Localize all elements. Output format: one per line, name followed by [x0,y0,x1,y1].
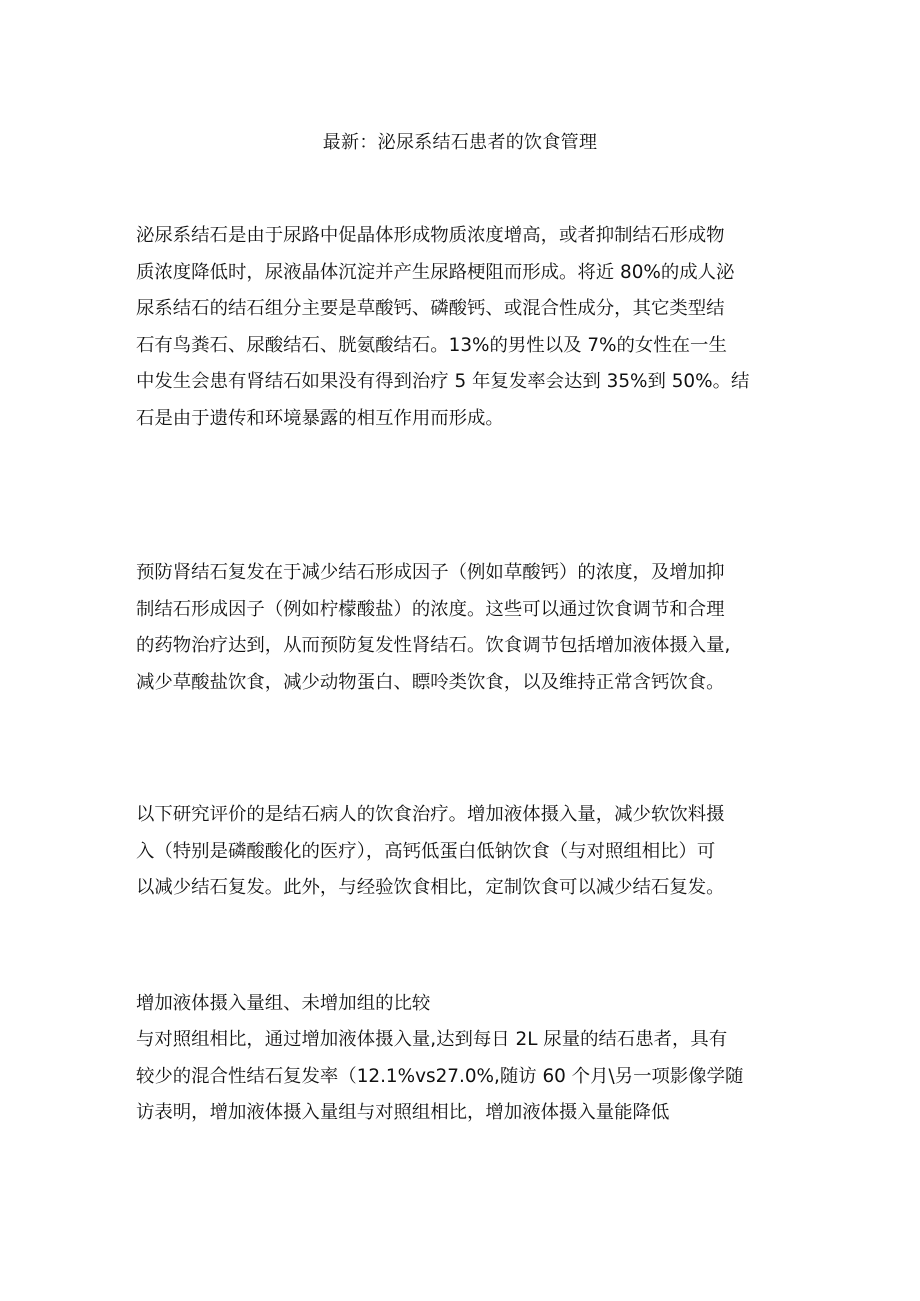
text-line: 访表明，增加液体摄入量组与对照组相比，增加液体摄入量能降低 [136,1102,670,1124]
section-heading: 增加液体摄入量组、未增加组的比较 [136,993,431,1014]
text-line: 质浓度降低时，尿液晶体沉淀并产生尿路梗阻而形成。将近 80%的成人泌 [136,261,735,283]
text-line: 的药物治疗达到，从而预防复发性肾结石。饮食调节包括增加液体摄入量, [136,635,731,657]
text-line: 与对照组相比，通过增加液体摄入量,达到每日 2L 尿量的结石患者，具有 [136,1029,728,1050]
text-line: 中发生会患有肾结石如果没有得到治疗 5 年复发率会达到 35%到 50%。结 [136,371,750,393]
text-line: 以下研究评价的是结石病人的饮食治疗。增加液体摄入量，减少软饮料摄 [136,804,725,825]
document-title: 最新：泌尿系结石患者的饮食管理 [322,132,598,153]
paragraph-fluid-intake [136,1022,786,1132]
text-line: 以减少结石复发。此外，与经验饮食相比，定制饮食可以减少结石复发。 [136,877,725,899]
text-line: 较少的混合性结石复发率（12.1%vs27.0%,随访 60 个月\另一项影像学随 [136,1065,744,1087]
text-line: 石有鸟粪石、尿酸结石、胱氨酸结石。13%的男性以及 7%的女性在一生 [136,334,727,356]
text-line: 预防肾结石复发在于减少结石形成因子（例如草酸钙）的浓度，及增加抑 [136,562,725,583]
text-line: 减少草酸盐饮食，减少动物蛋白、瞟呤类饮食，以及维持正常含钙饮食。 [136,671,725,693]
paragraph-prevention [136,555,786,701]
text-line: 尿系结石的结石组分主要是草酸钙、磷酸钙、或混合性成分，其它类型结 [136,298,725,320]
paragraph-research [136,797,786,907]
text-line: 入（特别是磷酸酸化的医疗），高钙低蛋白低钠饮食（与对照组相比）可 [136,840,716,862]
paragraph-intro [136,218,786,438]
text-line: 制结石形成因子（例如柠檬酸盐）的浓度。这些可以通过饮食调节和合理 [136,598,725,620]
text-line: 泌尿系结石是由于尿路中促晶体形成物质浓度增高，或者抑制结石形成物 [136,225,725,246]
text-line: 石是由于遗传和环境暴露的相互作用而形成。 [136,407,504,429]
